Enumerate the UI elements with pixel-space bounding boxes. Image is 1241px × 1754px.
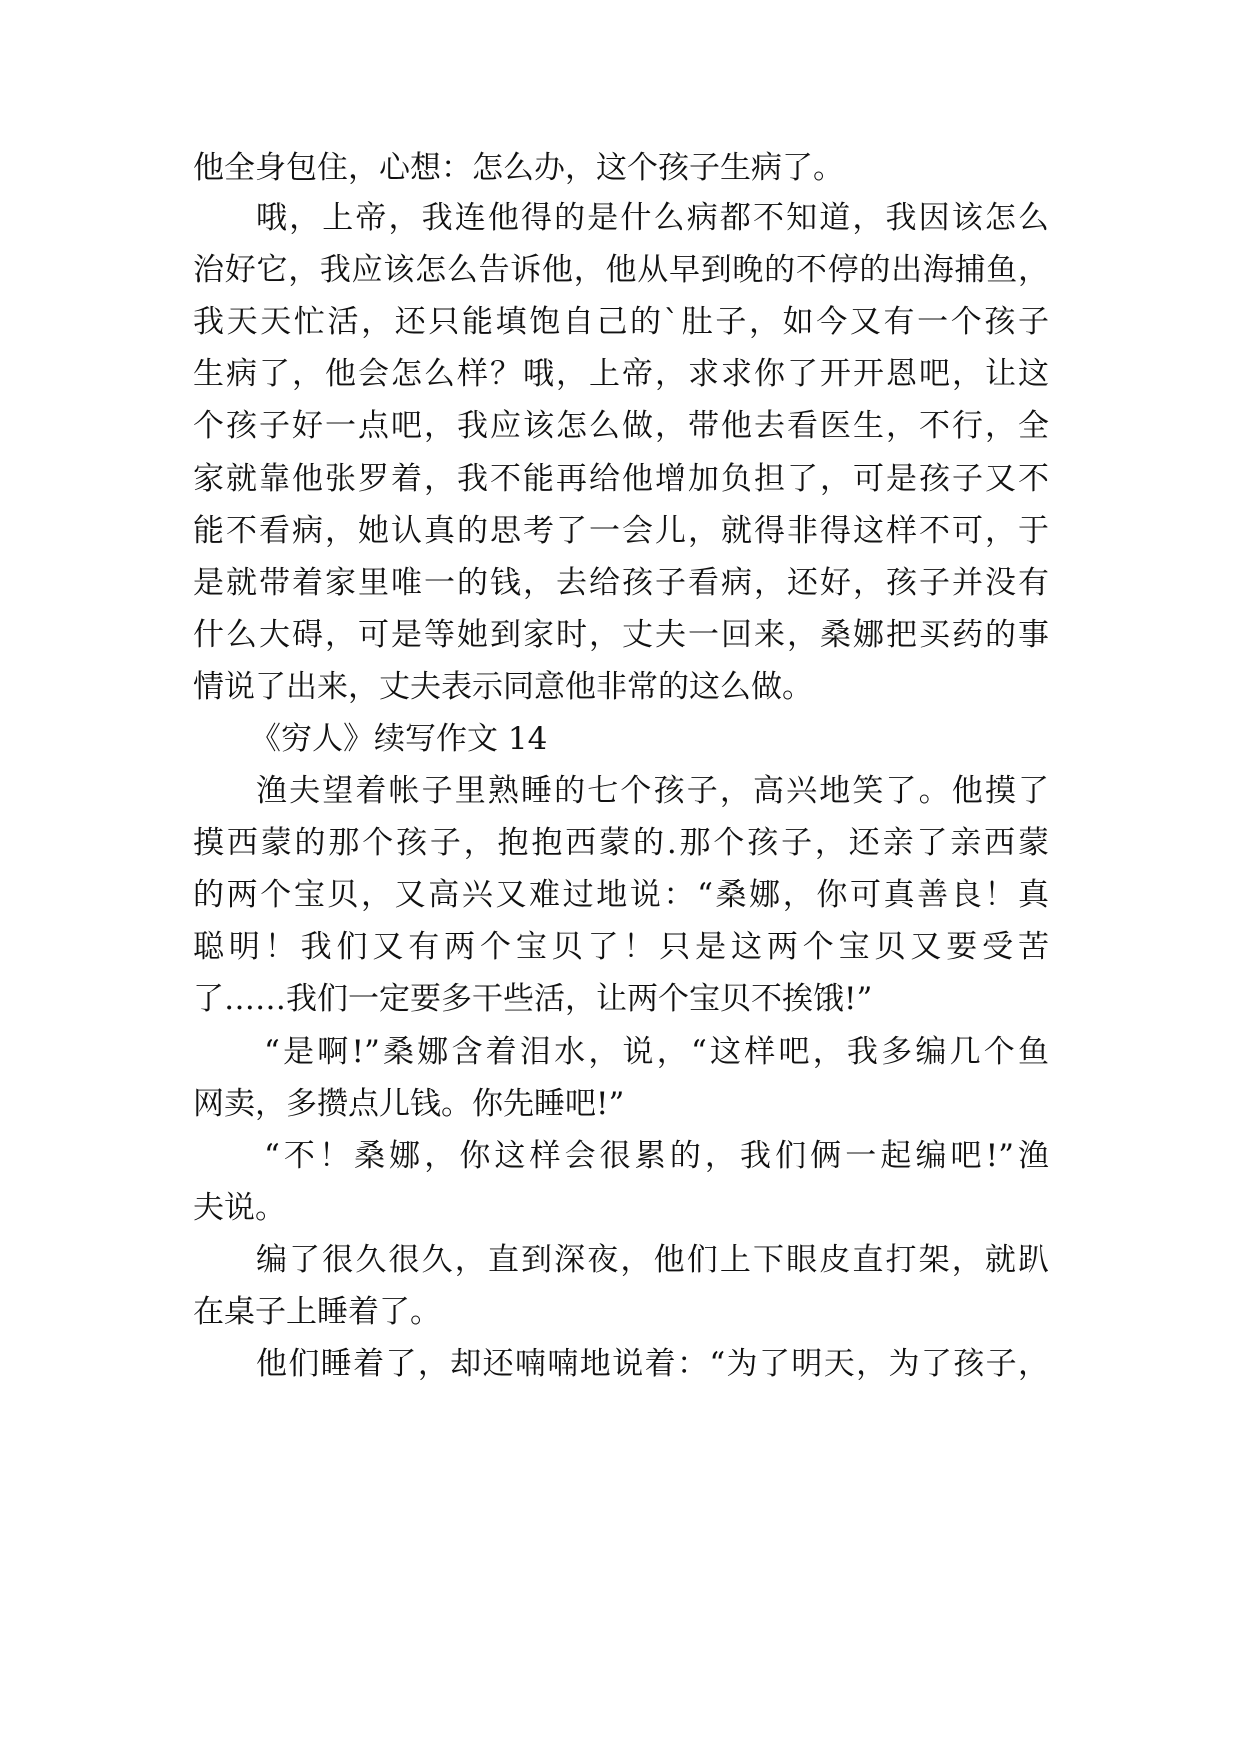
paragraph-first-line: “是啊!”桑娜含着泪水，说，“这样吧，我多编几个鱼 bbox=[264, 1034, 1049, 1070]
text-line: 治好它，我应该怎么告诉他，他从早到晚的不停的出海捕鱼， bbox=[193, 252, 1049, 288]
text-line: 的两个宝贝，又高兴又难过地说：“桑娜，你可真善良！真 bbox=[193, 877, 1049, 913]
text-line: 在桌子上睡着了。 bbox=[193, 1294, 441, 1330]
text-line: 能不看病，她认真的思考了一会儿，就得非得这样不可，于 bbox=[193, 513, 1049, 549]
text-line: 网卖，多攒点儿钱。你先睡吧!” bbox=[193, 1086, 625, 1122]
text-line: 生病了，他会怎么样？哦，上帝，求求你了开开恩吧，让这 bbox=[193, 356, 1049, 392]
text-line: 个孩子好一点吧，我应该怎么做，带他去看医生，不行，全 bbox=[193, 408, 1049, 444]
text-line: 是就带着家里唯一的钱，去给孩子看病，还好，孩子并没有 bbox=[193, 565, 1049, 601]
paragraph-first-line: 他们睡着了，却还喃喃地说着：“为了明天，为了孩子， bbox=[256, 1346, 1049, 1382]
paragraph-first-line: 渔夫望着帐子里熟睡的七个孩子，高兴地笑了。他摸了 bbox=[256, 773, 1049, 809]
text-line: 聪明！我们又有两个宝贝了！只是这两个宝贝又要受苦 bbox=[193, 929, 1049, 965]
text-line: 他全身包住，心想：怎么办，这个孩子生病了。 bbox=[193, 150, 844, 186]
text-line: 了……我们一定要多干些活，让两个宝贝不挨饿!” bbox=[193, 981, 873, 1017]
paragraph-first-line: 哦，上帝，我连他得的是什么病都不知道，我因该怎么 bbox=[256, 200, 1049, 236]
text-line: 家就靠他张罗着，我不能再给他增加负担了，可是孩子又不 bbox=[193, 461, 1049, 497]
section-heading: 《穷人》续写作文 14 bbox=[250, 721, 548, 757]
text-line: 摸西蒙的那个孩子，抱抱西蒙的.那个孩子，还亲了亲西蒙 bbox=[193, 825, 1049, 861]
text-line: 夫说。 bbox=[193, 1190, 286, 1226]
text-line: 我天天忙活，还只能填饱自己的`肚子，如今又有一个孩子 bbox=[193, 304, 1049, 340]
paragraph-first-line: 编了很久很久，直到深夜，他们上下眼皮直打架，就趴 bbox=[256, 1242, 1049, 1278]
text-line: 情说了出来，丈夫表示同意他非常的这么做。 bbox=[193, 669, 813, 705]
paragraph-first-line: “不！桑娜，你这样会很累的，我们俩一起编吧!”渔 bbox=[264, 1138, 1049, 1174]
text-line: 什么大碍，可是等她到家时，丈夫一回来，桑娜把买药的事 bbox=[193, 617, 1049, 653]
